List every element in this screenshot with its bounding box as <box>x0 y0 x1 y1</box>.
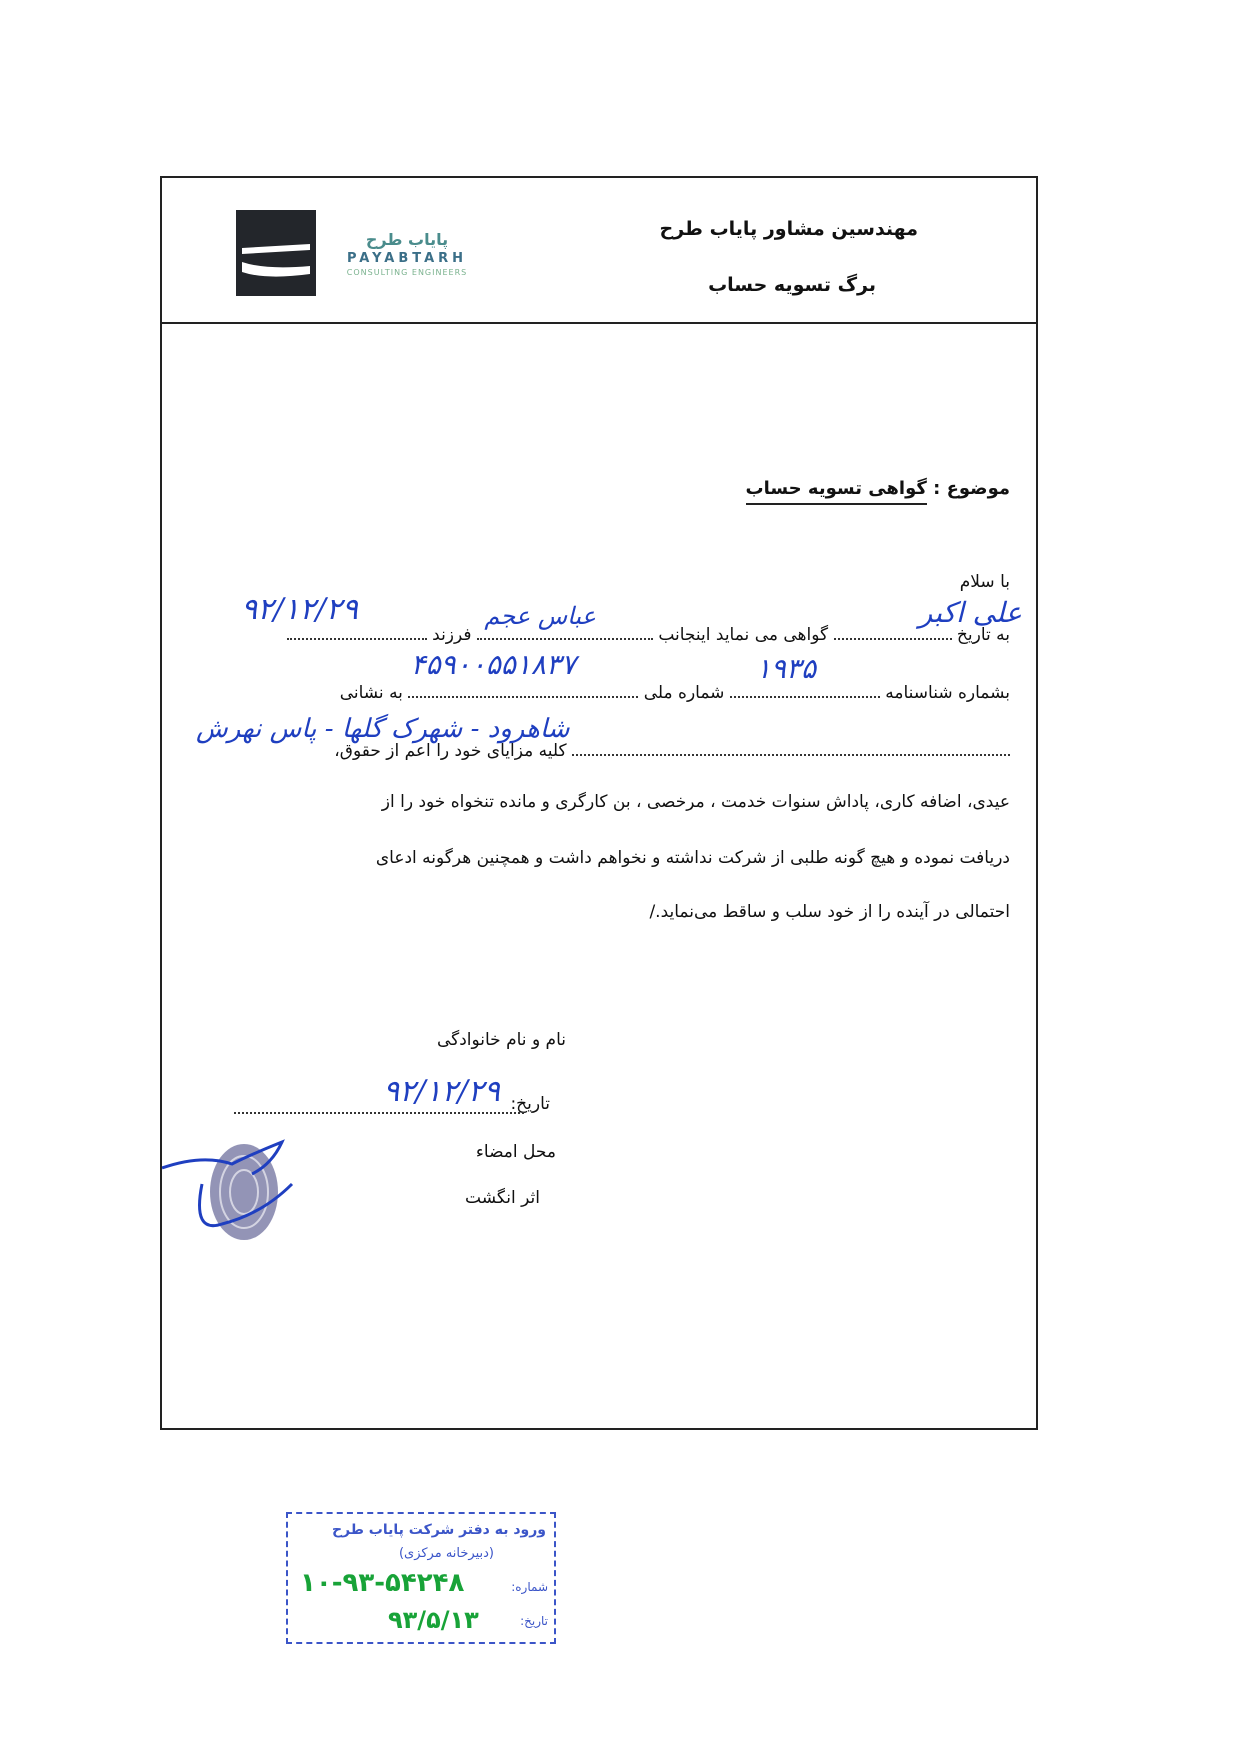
date-prefix: به تاریخ <box>956 625 1010 645</box>
handwritten-date: ۹۲/۱۲/۲۹ <box>241 592 358 627</box>
certify-text: گواهی می نماید اینجانب <box>658 625 829 645</box>
handwritten-national-id: ۴۵۹۰۰۵۵۱۸۳۷ <box>410 648 576 681</box>
form-title: برگ تسویه حساب <box>708 274 876 296</box>
subject-line <box>746 478 1010 499</box>
stamp-number-value: ۱۰-۹۳-۵۴۲۴۸ <box>300 1568 465 1598</box>
name-label: نام و نام خانوادگی <box>436 1030 566 1050</box>
body-line-2 <box>340 678 1010 703</box>
handwritten-name: عباس عجم <box>484 602 596 630</box>
body-line-4: عیدی، اضافه کاری، پاداش سنوات خدمت ، مرخصی ، بن کارگری و مانده تنخواه خود را از <box>381 792 1010 812</box>
date-label: تاریخ: <box>510 1094 550 1114</box>
subject-label: موضوع : <box>933 478 1010 499</box>
id-prefix: بشماره شناسنامه <box>885 683 1010 703</box>
received-stamp <box>286 1512 556 1644</box>
company-logo <box>236 210 316 296</box>
stamp-number-label: شماره: <box>511 1580 548 1594</box>
greeting: با سلام <box>959 572 1010 592</box>
document-frame <box>160 176 1038 1430</box>
stamp-date-label: تاریخ: <box>520 1614 548 1628</box>
stamp-date-value: ۹۳/۵/۱۳ <box>388 1606 479 1634</box>
signature-label: محل امضاء <box>475 1142 556 1162</box>
handwritten-id-number: ۱۹۳۵ <box>755 652 816 685</box>
stamp-subtitle: (دبیرخانه مرکزی) <box>398 1546 494 1561</box>
handwritten-address: شاهرود - شهرک گلها - پاس نهرش <box>196 714 570 744</box>
body-line-1 <box>287 620 1010 645</box>
body-line-6: احتمالی در آینده را از خود سلب و ساقط می‌نماید./ <box>649 902 1010 922</box>
subject-value: گواهی تسویه حساب <box>746 478 927 505</box>
stamp-title: ورود به دفتر شرکت پایاب طرح <box>331 1522 546 1538</box>
address-label: به نشانی <box>339 683 403 703</box>
logo-text <box>322 220 492 277</box>
handwritten-sign-date: ۹۲/۱۲/۲۹ <box>383 1074 500 1109</box>
fingerprint-label: اثر انگشت <box>465 1188 540 1208</box>
signature-fingerprint <box>162 1124 342 1264</box>
logo-subtitle: CONSULTING ENGINEERS <box>346 268 468 277</box>
body-line-5: دریافت نموده و هیچ گونه طلبی از شرکت نداشته و نخواهم داشت و همچنین هرگونه ادعای <box>375 848 1010 868</box>
handwritten-father-name: علی اکبر <box>918 596 1022 629</box>
logo-persian-name: پایاب طرح <box>365 230 449 249</box>
child-of-label: فرزند <box>432 625 472 645</box>
company-name: مهندسین مشاور پایاب طرح <box>659 218 918 240</box>
benefits-text: کلیه مزایای خود را اعم از حقوق، <box>334 741 567 761</box>
national-id-label: شماره ملی <box>643 683 725 703</box>
logo-english-name: PAYABTARH <box>346 251 468 266</box>
header-divider <box>162 322 1036 324</box>
